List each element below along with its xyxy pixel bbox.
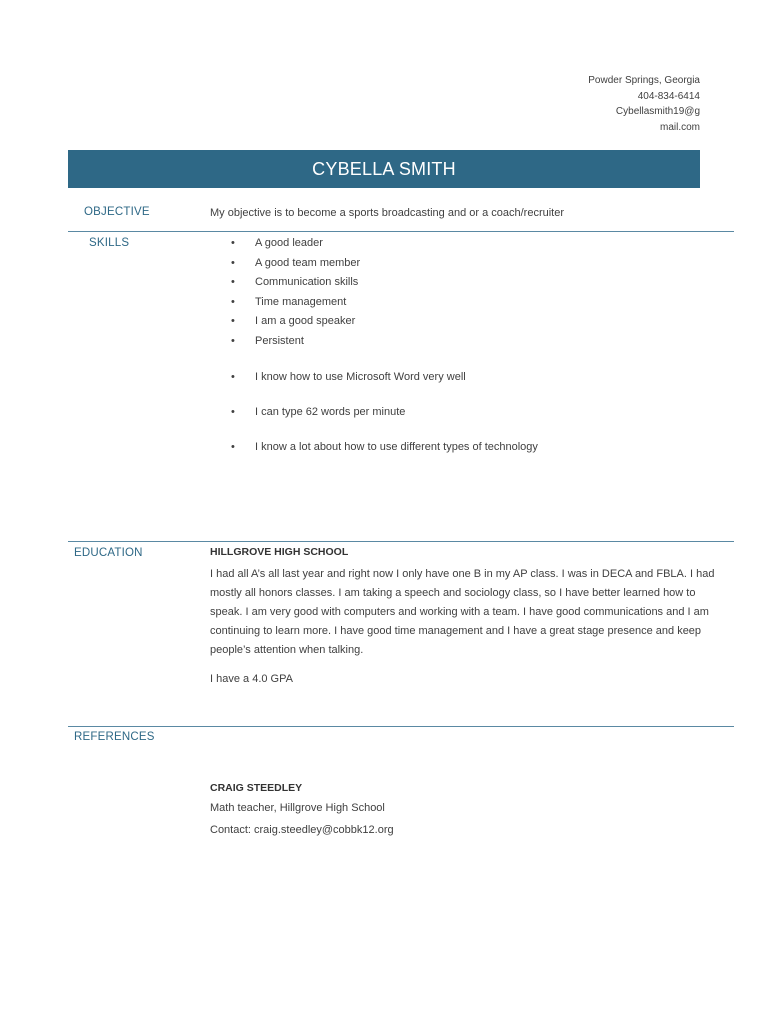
education-description: I had all A’s all last year and right now I only have one B in my AP class. I was in DECA and FBLA. I had mostly all honors classes. I am taking a speech and sociology class, so I have better learned how to speak. I am very good with computers and working with a team. I have good communications and I am continuing to learn more. I have good time management and I have a great stage presence and keep people’s attention when talking. [210,568,715,656]
education-heading: EDUCATION [74,547,143,559]
contact-location: Powder Springs, Georgia [588,75,700,86]
objective-heading: OBJECTIVE [84,206,150,218]
references-heading: REFERENCES [74,731,155,743]
candidate-name: CYBELLA SMITH [312,158,456,179]
contact-email-line-2: mail.com [659,121,700,133]
skill-item: • I know a lot about how to use different types of technology [210,440,538,460]
reference-contact: Contact: craig.steedley@cobbk12.org [210,824,394,836]
objective-text: My objective is to become a sports broadcasting and or a coach/recruiter [210,207,565,219]
section-divider [68,726,734,727]
gpa-text: I have a 4.0 GPA [210,673,293,685]
skill-item: • Time management [210,295,538,315]
contact-email-line-1: Cybellasmith19@g [615,106,700,117]
skill-item: • Communication skills [210,275,538,295]
school-name: HILLGROVE HIGH SCHOOL [210,546,349,558]
skill-item: • Persistent [210,334,538,354]
reference-title: Math teacher, Hillgrove High School [210,802,385,814]
skill-item: • I can type 62 words per minute [210,405,538,425]
skill-item: • A good team member [210,256,538,276]
skill-item: • I am a good speaker [210,314,538,334]
skill-item: • I know how to use Microsoft Word very well [210,370,538,390]
reference-name: CRAIG STEEDLEY [210,782,303,794]
contact-info [588,73,700,135]
skills-list [210,236,538,460]
skills-heading: SKILLS [89,237,130,249]
section-divider [68,231,734,232]
name-banner [68,150,700,188]
contact-phone: 404-834-6414 [637,90,700,102]
section-divider [68,541,734,542]
skill-item: • A good leader [210,236,538,256]
